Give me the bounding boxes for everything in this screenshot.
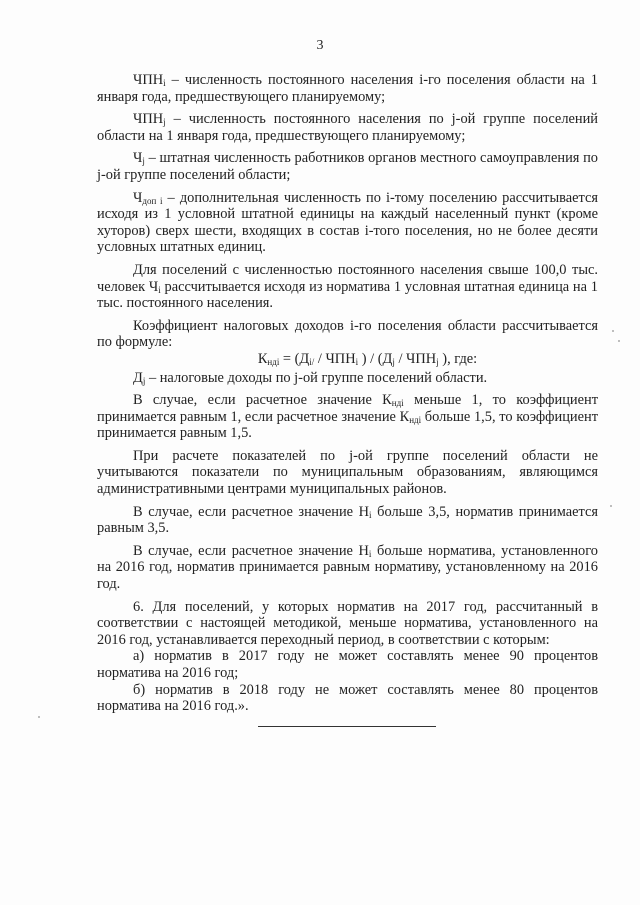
- definition-ch-j: [97, 150, 598, 183]
- paragraph-text: больше 3,5, норматив принимается равным 3,5.: [97, 503, 598, 537]
- list-item-a: [97, 648, 598, 681]
- paragraph-coefficient-intro: [97, 318, 598, 351]
- formula-subscript: j: [392, 356, 395, 367]
- paragraph-text: рассчитывается исходя из норматива 1 условная штатная единица на 1 тыс. постоянного населения.: [97, 278, 598, 312]
- paragraph-text: При расчете показателей по j-ой группе поселений области не учитываются показатели по муниципальным образованиям, являющимся административными центрами муниципальных районов.: [97, 447, 598, 498]
- formula-subscript: ндi: [267, 356, 280, 367]
- scan-speck: [38, 716, 40, 718]
- term: Ч: [133, 189, 143, 206]
- term-subscript: j: [163, 117, 166, 128]
- paragraph-text: В случае, если расчетное значение Н: [133, 542, 369, 559]
- list-item-b: [97, 682, 598, 715]
- term: Ч: [133, 150, 143, 167]
- formula-part: ), где:: [438, 350, 478, 367]
- scan-speck: [610, 505, 612, 507]
- scan-speck: [618, 340, 620, 342]
- definition-text: – штатная численность работников органов местного самоуправления по j-ой группе поселений области;: [97, 150, 598, 183]
- closing-rule: [258, 726, 436, 727]
- paragraph-coefficient-limits: [97, 392, 598, 442]
- paragraph-text: больше норматива, установленного на 2016 год, норматив принимается равным нормативу, установленному на 2016 год.: [97, 542, 598, 593]
- list-item-text: б) норматив в 2018 году не может составлять менее 80 процентов норматива на 2016 год.».: [97, 681, 598, 715]
- formula-subscript: i/: [309, 356, 315, 367]
- definition-text: – численность постоянного населения по j-ой группе поселений области на 1 января года, предшествующего планируемому;: [97, 111, 598, 144]
- paragraph-text: В случае, если расчетное значение Н: [133, 503, 370, 520]
- paragraph-text: Для поселений с численностью постоянного населения свыше 100,0 тыс. человек Ч: [97, 261, 598, 295]
- term-subscript: ндi: [409, 414, 422, 425]
- term-subscript: i: [158, 284, 161, 295]
- term-subscript: i: [163, 78, 166, 88]
- paragraph-transition-period: [97, 599, 598, 649]
- definition-chpn-j: [97, 111, 598, 144]
- paragraph-norm-2016: [97, 543, 598, 593]
- term-subscript: i: [368, 548, 372, 559]
- paragraph-large-settlements: [97, 262, 598, 312]
- formula-part: / ЧПН: [314, 350, 356, 367]
- paragraph-text: Коэффициент налоговых доходов i-го поселения области рассчитывается по формуле:: [97, 317, 598, 351]
- term: ЧПН: [133, 111, 164, 128]
- term-subscript: i: [369, 509, 372, 520]
- term-subscript: ндi: [391, 398, 404, 409]
- definition-text: – численность постоянного населения i-го поселения области на 1 января года, предшествующего планируемому;: [97, 72, 598, 105]
- formula-part: / ЧПН: [394, 350, 437, 367]
- paragraph-exclusions: [97, 448, 598, 498]
- formula-part: К: [257, 350, 268, 367]
- term-subscript: j: [142, 375, 146, 386]
- formula: [97, 351, 598, 368]
- paragraph-text: В случае, если расчетное значение К: [133, 392, 392, 409]
- definition-text: – налоговые доходы по j-ой группе поселений области.: [145, 369, 488, 386]
- formula-part: = (Д: [279, 350, 310, 367]
- paragraph-text: меньше 1, то коэффициент принимается равным 1, если расчетное значение К: [97, 392, 598, 425]
- definition-chpn-i: [97, 72, 598, 105]
- definition-text: – дополнительная численность по i-тому поселению рассчитывается исходя из 1 условной штатной единицы на каждый населенный пункт (кроме хуторов) сверх шести, входящих в состав i-того поселения, но не более десяти условных штатных единиц.: [97, 189, 598, 256]
- definition-d-j: [97, 370, 598, 387]
- definition-ch-dop: [97, 190, 598, 256]
- formula-subscript: i: [355, 356, 359, 367]
- paragraph-norm-limit: [97, 504, 598, 537]
- term: ЧПН: [133, 72, 164, 88]
- paragraph-text: больше 1,5, то коэффициент принимается равным 1,5.: [97, 408, 598, 442]
- page-number: 3: [316, 38, 324, 53]
- document-body: [97, 72, 598, 721]
- term-subscript: j: [142, 156, 145, 167]
- term-subscript: доп i: [142, 195, 163, 206]
- paragraph-text: 6. Для поселений, у которых норматив на 2017 год, рассчитанный в соответствии с настоящей методикой, меньше норматива, установленного на 2016 год, устанавливается переходный период, в соответствии с которым:: [97, 598, 598, 648]
- scan-speck: [612, 330, 614, 332]
- list-item-text: а) норматив в 2017 году не может составлять менее 90 процентов норматива на 2016 год;: [97, 648, 598, 681]
- formula-part: ) / (Д: [358, 350, 393, 367]
- formula-subscript: j: [436, 356, 439, 367]
- term: Д: [133, 369, 143, 386]
